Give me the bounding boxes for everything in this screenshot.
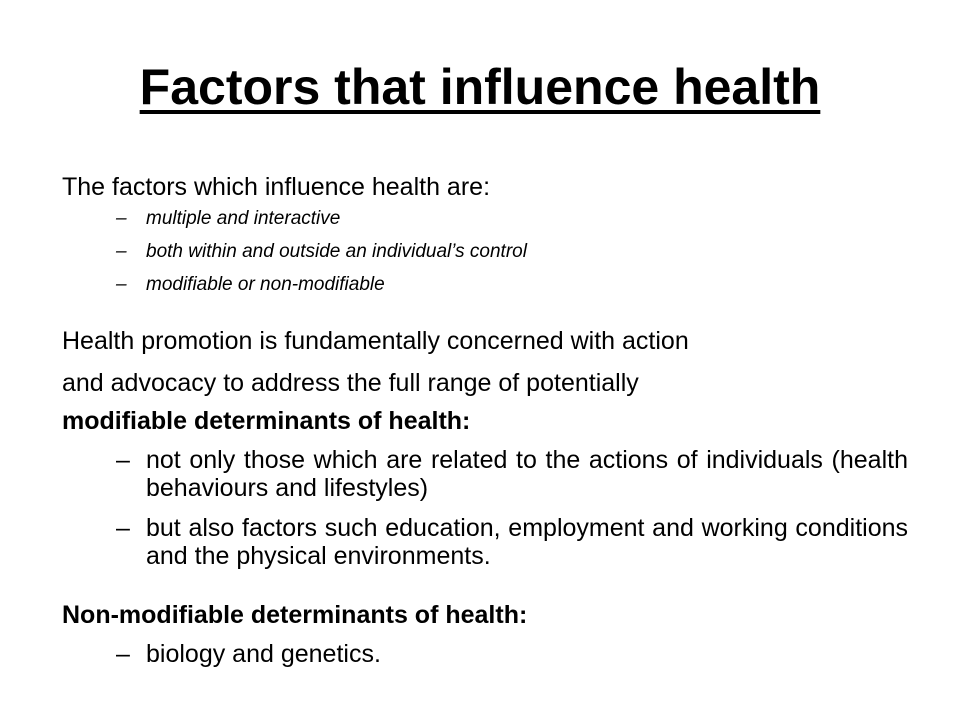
dash-bullet: – [116, 208, 127, 229]
intro-text: The factors which influence health are: [62, 173, 491, 201]
nonmod-heading: Non-modifiable determinants of health: [62, 601, 528, 629]
dash-bullet: – [116, 241, 127, 262]
nonmod-item [116, 640, 908, 668]
intro-item-text: modifiable or non-modifiable [146, 274, 385, 295]
promo-item [116, 514, 908, 570]
promo-item [116, 446, 908, 502]
dash-bullet: – [116, 274, 127, 295]
intro-item-text: both within and outside an individual’s control [146, 241, 527, 262]
dash-bullet: – [116, 640, 130, 668]
nonmod-item-text: biology and genetics. [146, 640, 381, 668]
promo-text-line: and advocacy to address the full range of potentially [62, 369, 639, 397]
promo-heading: modifiable determinants of health: [62, 407, 471, 435]
slide-title: Factors that influence health [139, 59, 821, 115]
dash-bullet: – [116, 514, 130, 542]
intro-item-text: multiple and interactive [146, 208, 341, 229]
promo-item-text: but also factors such education, employment and working conditions and the physical environments. [146, 514, 908, 570]
dash-bullet: – [116, 446, 130, 474]
promo-item-text: not only those which are related to the actions of individuals (health behaviours and lifestyles) [146, 446, 908, 502]
promo-text-line: Health promotion is fundamentally concerned with action [62, 327, 689, 355]
